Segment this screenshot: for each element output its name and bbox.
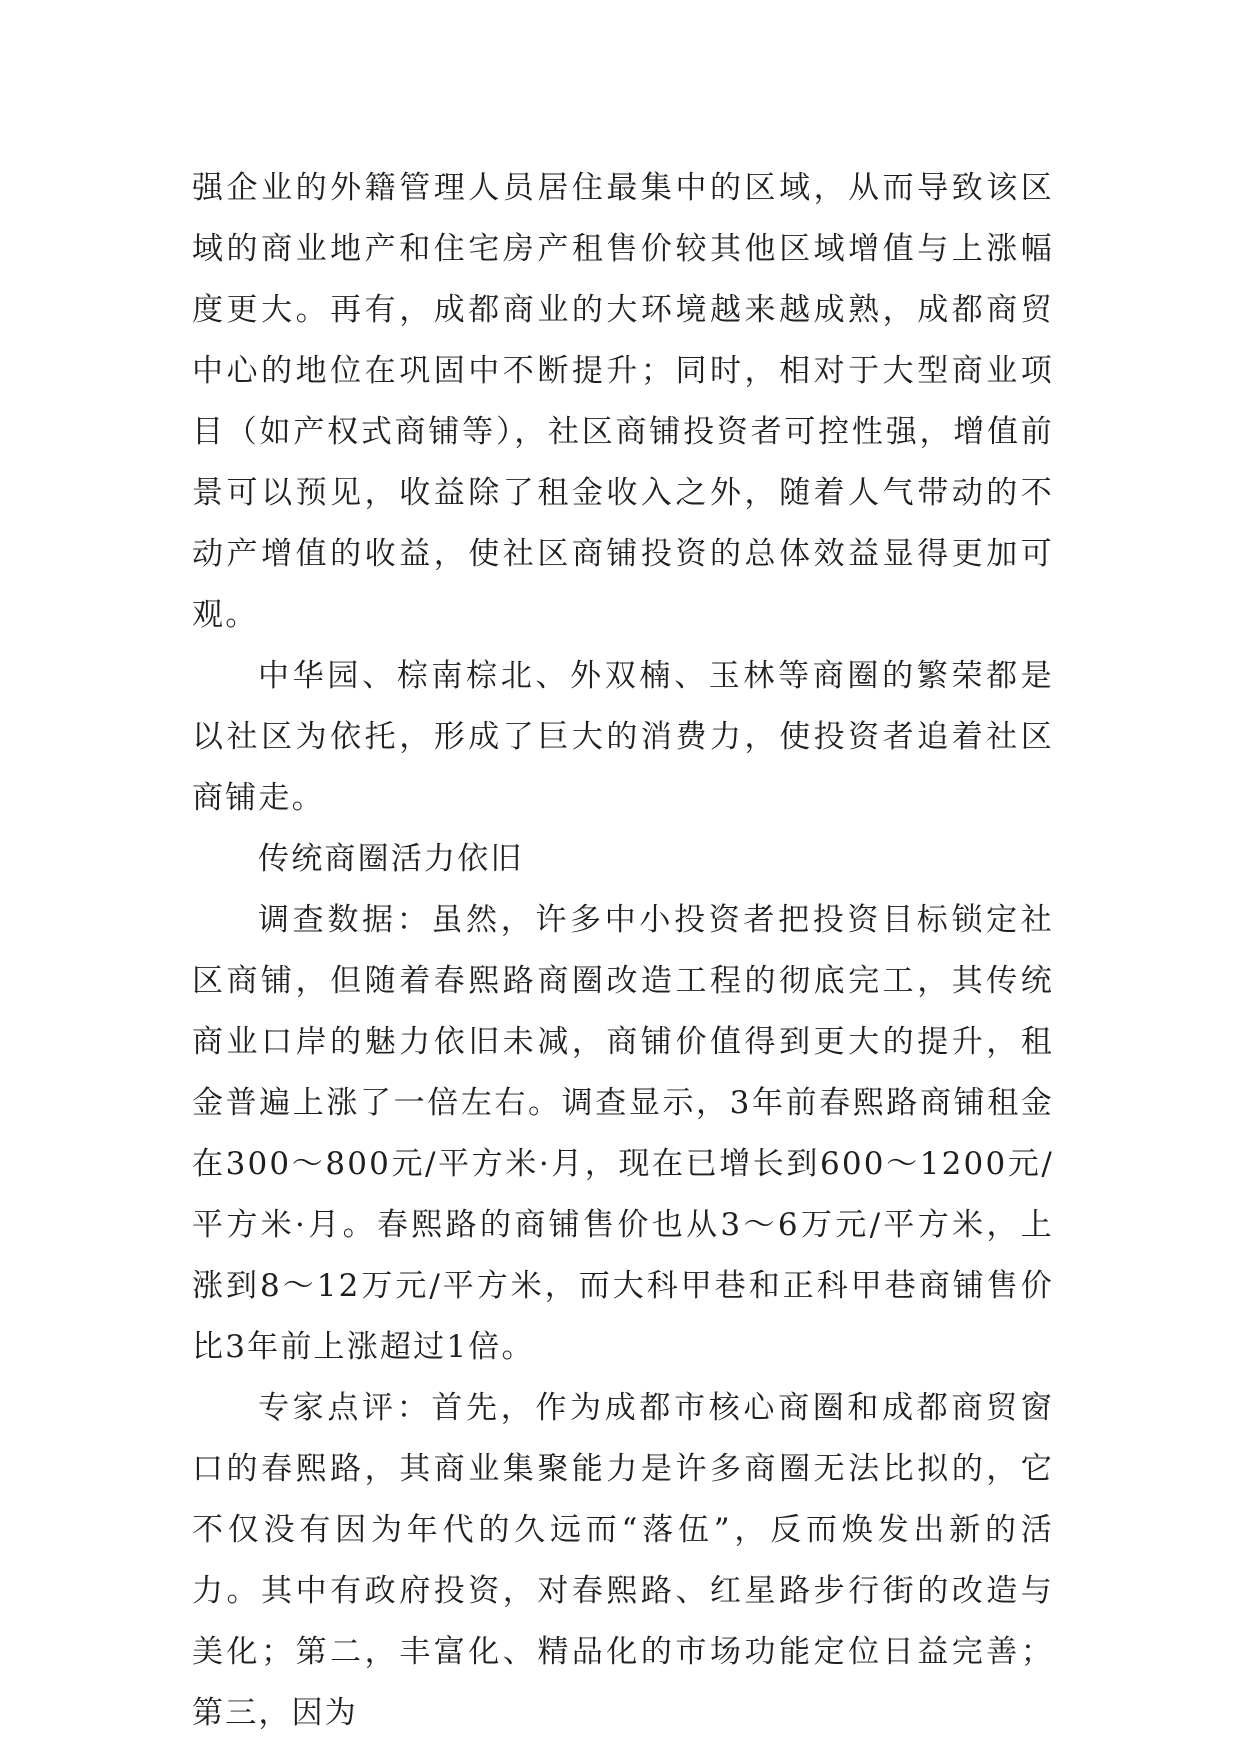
paragraph-survey-data: 调查数据：虽然，许多中小投资者把投资目标锁定社区商铺，但随着春熙路商圈改造工程的彻底完工，其传统商业口岸的魅力依旧未减，商铺价值得到更大的提升，租金普遍上涨了一倍左右。调查显示，3年前春熙路商铺租金在300～800元/平方米·月，现在已增长到600～1200元/平方米·月。春熙路的商铺售价也从3～6万元/平方米，上涨到8～12万元/平方米，而大科甲巷和正科甲巷商铺售价比3年前上涨超过1倍。 <box>192 902 1054 1365</box>
body-text <box>192 158 1054 1744</box>
paragraph-expert-review: 专家点评：首先，作为成都市核心商圈和成都商贸窗口的春熙路，其商业集聚能力是许多商圈无法比拟的，它不仅没有因为年代的久远而“落伍”，反而焕发出新的活力。其中有政府投资，对春熙路、红星路步行街的改造与美化；第二，丰富化、精品化的市场功能定位日益完善；第三，因为 <box>192 1390 1054 1731</box>
paragraph-community-commerce: 中华园、棕南棕北、外双楠、玉林等商圈的繁荣都是以社区为依托，形成了巨大的消费力，使投资者追着社区商铺走。 <box>192 658 1054 816</box>
section-heading: 传统商圈活力依旧 <box>258 841 524 877</box>
paragraph-continuation: 强企业的外籍管理人员居住最集中的区域，从而导致该区域的商业地产和住宅房产租售价较其他区域增值与上涨幅度更大。再有，成都商业的大环境越来越成熟，成都商贸中心的地位在巩固中不断提升；同时，相对于大型商业项目（如产权式商铺等），社区商铺投资者可控性强，增值前景可以预见，收益除了租金收入之外，随着人气带动的不动产增值的收益，使社区商铺投资的总体效益显得更加可观。 <box>192 170 1054 633</box>
